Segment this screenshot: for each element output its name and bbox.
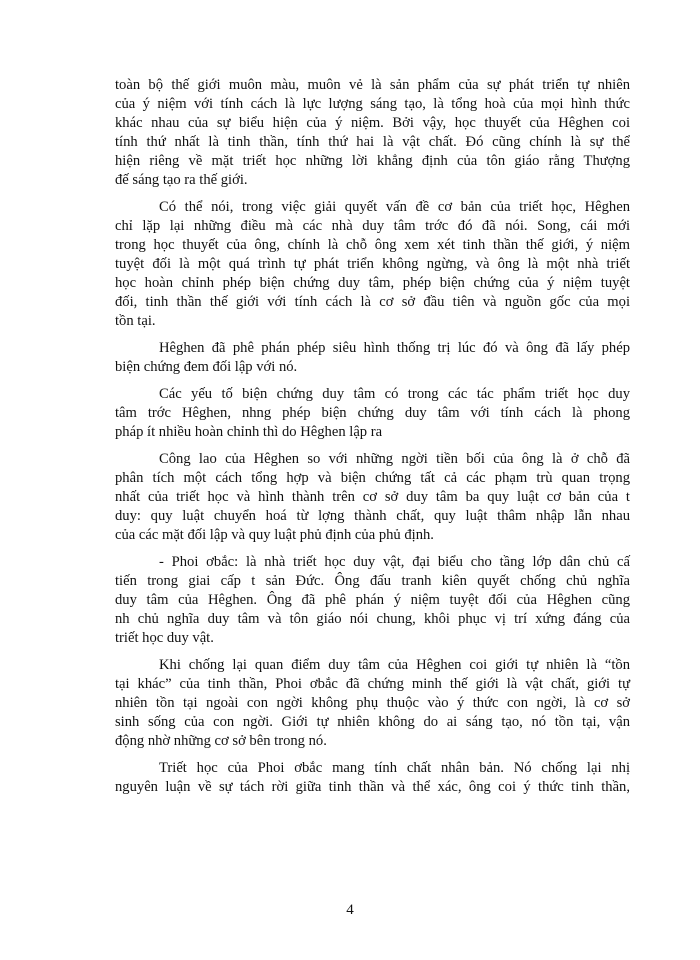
paragraph xyxy=(115,553,630,648)
text-line: tuyệt đối là một quá trình tự phát triển không ngừng, và ông là một nhà triết xyxy=(115,256,630,272)
document-body xyxy=(115,76,630,797)
text-line: toàn bộ thế giới muôn màu, muôn vẻ là sản phẩm của sự phát triển tự nhiên xyxy=(115,77,630,93)
text-line: của ý niệm với tính cách là lực lượng sáng tạo, là tổng hoà của mọi hình thức xyxy=(115,96,630,112)
text-line: tồn tại. xyxy=(115,313,156,329)
text-line: nguyên luận về sự tách rời giữa tinh thần và thể xác, ông coi ý thức tinh thần, xyxy=(115,779,630,795)
text-line: Có thể nói, trong việc giải quyết vấn đề cơ bản của triết học, Hêghen xyxy=(159,199,630,215)
text-line: của các mặt đối lập và quy luật phủ định của phủ định. xyxy=(115,527,434,543)
text-line: nh chủ nghĩa duy tâm và tôn giáo nói chung, khôi phục vị trí xứng đáng của xyxy=(115,611,630,627)
text-line: pháp ít nhiều hoàn chỉnh thì do Hêghen lập ra xyxy=(115,424,383,440)
text-line: duy tâm của Hêghen. Ông đã phê phán ý niệm tuyệt đối của Hêghen cũng xyxy=(115,592,630,608)
text-line: hiện riêng về mặt triết học những lời khẳng định của tôn giáo rằng Thượng xyxy=(115,153,630,169)
paragraph xyxy=(115,656,630,751)
text-line: tại khác” của tinh thần, Phoi ơbắc đã chứng minh thế giới là vật chất, giới tự xyxy=(115,676,630,692)
text-line: sinh sống của con ngời. Giới tự nhiên không do ai sáng tạo, nó tồn tại, vận xyxy=(115,714,630,730)
text-line: phân tích một cách tổng hợp và biện chứng tất cả các phạm trù quan trọng xyxy=(115,470,630,486)
text-line: Khi chống lại quan điểm duy tâm của Hêghen coi giới tự nhiên là “tồn xyxy=(159,657,630,673)
text-line: tính thứ nhất là tinh thần, tính thứ hai là vật chất. Đó cũng chính là sự thể xyxy=(115,134,630,150)
text-line: đế sáng tạo ra thế giới. xyxy=(115,172,248,188)
text-line: động nhờ những cơ sở bên trong nó. xyxy=(115,733,327,749)
text-line: học hoàn chỉnh phép biện chứng duy tâm, phép biện chứng của ý niệm tuyệt xyxy=(115,275,630,291)
text-line: Hêghen đã phê phán phép siêu hình thống trị lúc đó và ông đã lấy phép xyxy=(159,340,630,356)
text-line: Công lao của Hêghen so với những ngời tiền bối của ông là ở chỗ đã xyxy=(159,451,630,467)
paragraph xyxy=(115,198,630,331)
text-line: chỉ lặp lại những điều mà các nhà duy tâm trớc đó đã nói. Song, cái mới xyxy=(115,218,630,234)
text-line: trong học thuyết của ông, chính là chỗ ông xem xét tinh thần thế giới, ý niệm xyxy=(115,237,630,253)
page-number: 4 xyxy=(346,902,354,918)
paragraph xyxy=(115,339,630,377)
text-line: Các yếu tố biện chứng duy tâm có trong các tác phẩm triết học duy xyxy=(159,386,630,402)
text-line: duy: quy luật chuyển hoá từ lợng thành chất, quy luật thâm nhập lẫn nhau xyxy=(115,508,630,524)
text-line: tiến trong giai cấp t sản Đức. Ông đấu tranh kiên quyết chống chủ nghĩa xyxy=(115,573,630,589)
text-line: triết học duy vật. xyxy=(115,630,214,646)
paragraph xyxy=(115,76,630,190)
text-line: tâm trớc Hêghen, nhng phép biện chứng duy tâm với tính cách là phong xyxy=(115,405,630,421)
text-line: biện chứng đem đối lập với nó. xyxy=(115,359,298,375)
text-line: Triết học của Phoi ơbắc mang tính chất nhân bản. Nó chống lại nhị xyxy=(159,760,630,776)
paragraph xyxy=(115,759,630,797)
paragraph xyxy=(115,450,630,545)
text-line: nhiên tồn tại ngoài con ngời không phụ thuộc vào ý thức con ngời, là cơ sở xyxy=(115,695,630,711)
text-line: đối, tinh thần thế giới với tính cách là cơ sở đầu tiên và nguồn gốc của mọi xyxy=(115,294,630,310)
text-line: nhất của triết học và hình thành trên cơ sở duy tâm ba quy luật cơ bản của t xyxy=(115,489,630,505)
text-line: - Phoi ơbắc: là nhà triết học duy vật, đại biểu cho tầng lớp dân chủ cấ xyxy=(159,554,630,570)
paragraph xyxy=(115,385,630,442)
text-line: khác nhau của sự biểu hiện của ý niệm. Bởi vậy, học thuyết của Hêghen coi xyxy=(115,115,630,131)
